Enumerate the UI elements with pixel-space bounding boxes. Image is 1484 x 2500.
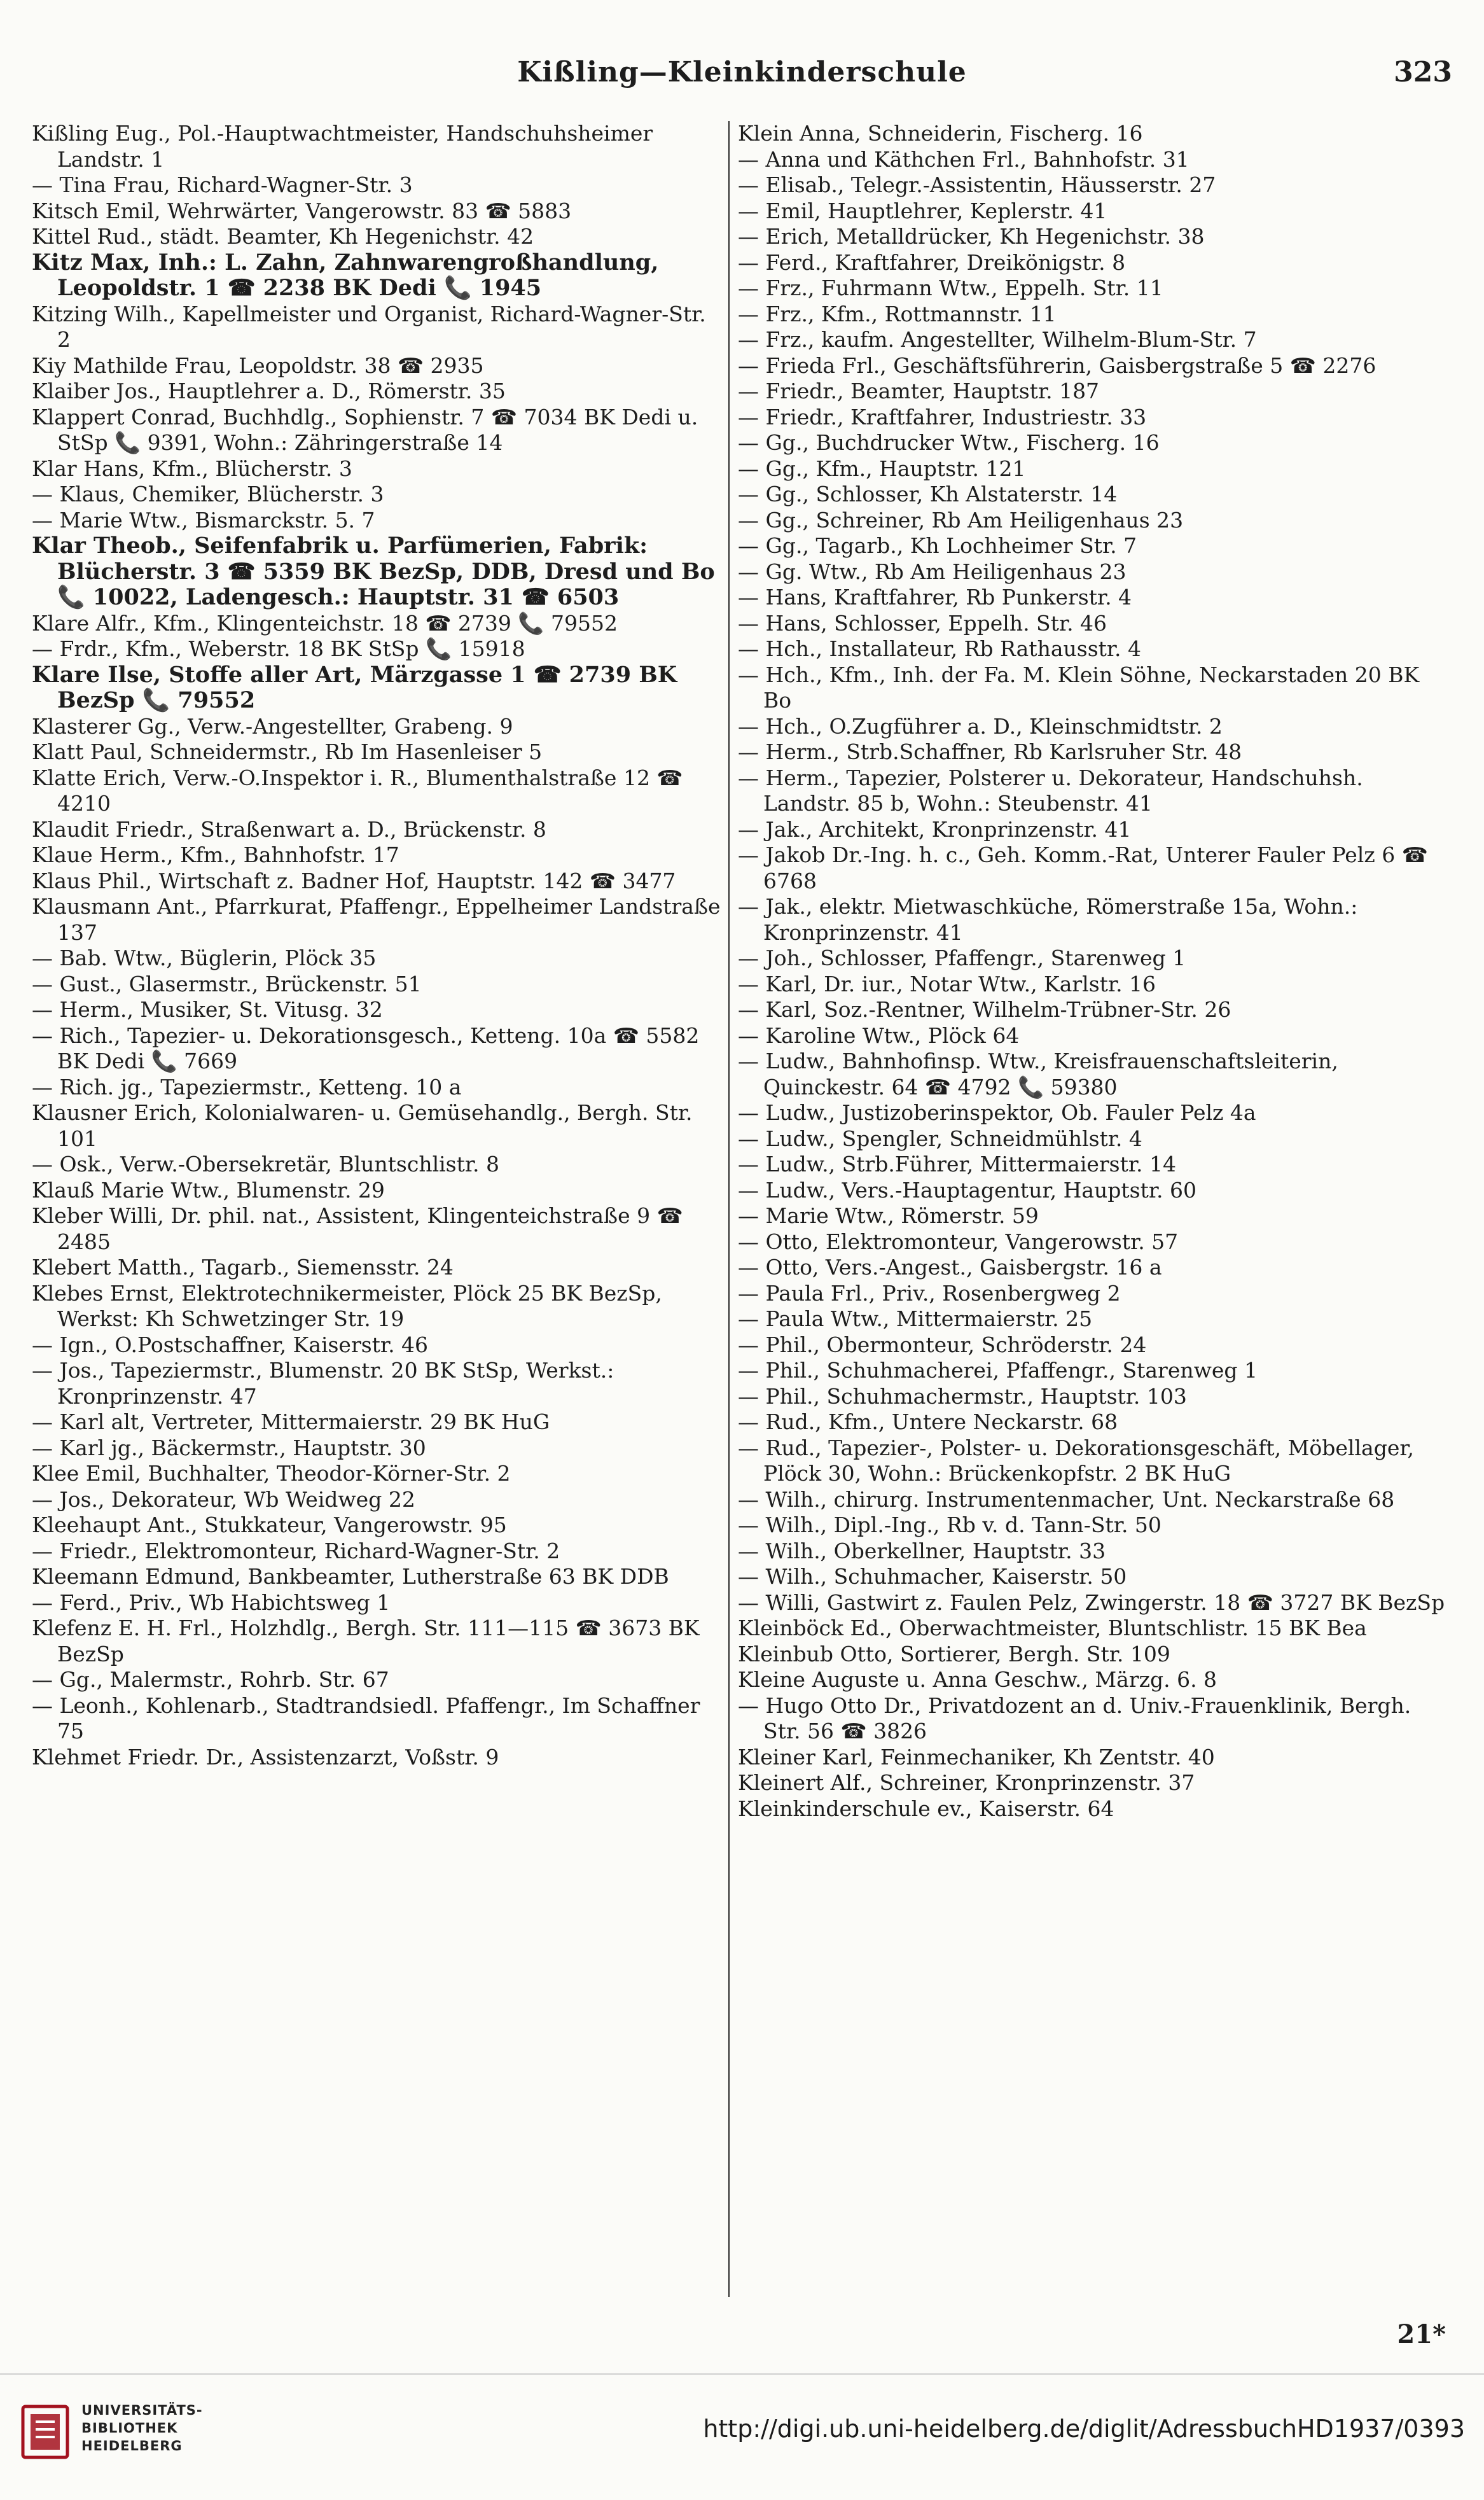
directory-entry: — Anna und Käthchen Frl., Bahnhofstr. 31 bbox=[738, 146, 1189, 172]
directory-entry: — Karl, Dr. iur., Notar Wtw., Karlstr. 16 bbox=[738, 971, 1156, 996]
directory-entry: — Frieda Frl., Geschäftsführerin, Gaisbergstraße 5 ☎ 2276 bbox=[738, 353, 1377, 378]
logo-line: BIBLIOTHEK bbox=[81, 2420, 178, 2436]
directory-entry: — Karoline Wtw., Plöck 64 bbox=[738, 1023, 1020, 1048]
directory-entry: — Ludw., Vers.-Hauptagentur, Hauptstr. 60 bbox=[738, 1177, 1196, 1203]
directory-entry: Kittel Rud., städt. Beamter, Kh Hegenichstr. 42 bbox=[32, 224, 534, 249]
directory-entry: — Herm., Strb.Schaffner, Rb Karlsruher Str. 48 bbox=[738, 739, 1242, 764]
directory-entry: — Ludw., Justizoberinspektor, Ob. Fauler Pelz 4a bbox=[738, 1100, 1256, 1125]
library-seal-icon bbox=[18, 2403, 73, 2461]
directory-entry: — Jos., Tapeziermstr., Blumenstr. 20 BK StSp, Werkst.: Kronprinzenstr. 47 bbox=[32, 1358, 614, 1409]
directory-entry: Kitsch Emil, Wehrwärter, Vangerowstr. 83 ☎ 5883 bbox=[32, 198, 572, 223]
directory-entry: — Hch., Kfm., Inh. der Fa. M. Klein Söhne, Neckarstaden 20 BK Bo bbox=[738, 662, 1420, 713]
directory-entry: — Friedr., Elektromonteur, Richard-Wagner-Str. 2 bbox=[32, 1538, 560, 1563]
directory-entry: — Leonh., Kohlenarb., Stadtrandsiedl. Pfaffengr., Im Schaffner 75 bbox=[32, 1693, 700, 1743]
directory-entry: Klausner Erich, Kolonialwaren- u. Gemüsehandlg., Bergh. Str. 101 bbox=[32, 1100, 693, 1151]
directory-entry: — Jakob Dr.-Ing. h. c., Geh. Komm.-Rat, Unterer Fauler Pelz 6 ☎ 6768 bbox=[738, 842, 1428, 893]
directory-entry: — Hch., O.Zugführer a. D., Kleinschmidtstr. 2 bbox=[738, 713, 1223, 739]
page-header bbox=[32, 56, 1452, 101]
directory-entry: — Ferd., Kraftfahrer, Dreikönigstr. 8 bbox=[738, 249, 1126, 275]
directory-entry: — Wilh., Oberkellner, Hauptstr. 33 bbox=[738, 1538, 1106, 1563]
directory-entry: — Gg., Malermstr., Rohrb. Str. 67 bbox=[32, 1667, 389, 1692]
directory-entry: Kitz Max, Inh.: L. Zahn, Zahnwarengroßhandlung, Leopoldstr. 1 ☎ 2238 BK Dedi 📞 1945 bbox=[32, 249, 659, 301]
logo-line: UNIVERSITÄTS- bbox=[81, 2403, 203, 2418]
directory-entry: — Ludw., Strb.Führer, Mittermaierstr. 14 bbox=[738, 1152, 1176, 1177]
directory-entry: Kitzing Wilh., Kapellmeister und Organist, Richard-Wagner-Str. 2 bbox=[32, 301, 706, 352]
directory-entry: — Wilh., Schuhmacher, Kaiserstr. 50 bbox=[738, 1564, 1127, 1589]
directory-entry: — Herm., Musiker, St. Vitusg. 32 bbox=[32, 997, 383, 1022]
directory-entry: Klatt Paul, Schneidermstr., Rb Im Hasenleiser 5 bbox=[32, 739, 543, 764]
directory-entry: — Jak., Architekt, Kronprinzenstr. 41 bbox=[738, 816, 1132, 842]
directory-entry: — Rich. jg., Tapeziermstr., Ketteng. 10 a bbox=[32, 1074, 462, 1100]
directory-entry: Klein Anna, Schneiderin, Fischerg. 16 bbox=[738, 121, 1143, 146]
directory-entry: Klaue Herm., Kfm., Bahnhofstr. 17 bbox=[32, 842, 399, 867]
directory-entry: — Jak., elektr. Mietwaschküche, Römerstraße 15a, Wohn.: Kronprinzenstr. 41 bbox=[738, 894, 1358, 945]
directory-entry: — Joh., Schlosser, Pfaffengr., Starenweg 1 bbox=[738, 946, 1186, 970]
directory-entry: — Herm., Tapezier, Polsterer u. Dekorateur, Handschuhsh. Landstr. 85 b, Wohn.: Steubenstr. 41 bbox=[738, 765, 1363, 816]
directory-entry: — Karl alt, Vertreter, Mittermaierstr. 29 BK HuG bbox=[32, 1409, 550, 1434]
directory-entry: Kleinböck Ed., Oberwachtmeister, Bluntschlistr. 15 BK Bea bbox=[738, 1616, 1367, 1640]
directory-entry: — Friedr., Kraftfahrer, Industriestr. 33 bbox=[738, 404, 1147, 429]
directory-entry: — Marie Wtw., Bismarckstr. 5. 7 bbox=[32, 507, 375, 533]
directory-entry: Klatte Erich, Verw.-O.Inspektor i. R., Blumenthalstraße 12 ☎ 4210 bbox=[32, 765, 683, 816]
directory-entry: — Gg., Kfm., Hauptstr. 121 bbox=[738, 456, 1026, 481]
directory-entry: — Wilh., chirurg. Instrumentenmacher, Unt. Neckarstraße 68 bbox=[738, 1486, 1395, 1512]
directory-entry: — Gg., Tagarb., Kh Lochheimer Str. 7 bbox=[738, 533, 1137, 558]
directory-entry: Klebert Matth., Tagarb., Siemensstr. 24 bbox=[32, 1255, 454, 1280]
directory-entry: Klaus Phil., Wirtschaft z. Badner Hof, Hauptstr. 142 ☎ 3477 bbox=[32, 868, 676, 893]
directory-entry: Klebes Ernst, Elektrotechnikermeister, Plöck 25 BK BezSp, Werkst: Kh Schwetzinger Str. 19 bbox=[32, 1280, 662, 1331]
directory-entry: Klauß Marie Wtw., Blumenstr. 29 bbox=[32, 1177, 385, 1203]
directory-entry: — Hans, Kraftfahrer, Rb Punkerstr. 4 bbox=[738, 585, 1132, 610]
page-number: 323 bbox=[1394, 56, 1452, 88]
directory-entry: — Osk., Verw.-Obersekretär, Bluntschlistr. 8 bbox=[32, 1152, 500, 1177]
directory-entry: Kleinert Alf., Schreiner, Kronprinzenstr. 37 bbox=[738, 1770, 1195, 1795]
directory-entry: — Frz., kaufm. Angestellter, Wilhelm-Blum-Str. 7 bbox=[738, 327, 1257, 352]
logo-line: HEIDELBERG bbox=[81, 2438, 183, 2454]
directory-entry: — Otto, Elektromonteur, Vangerowstr. 57 bbox=[738, 1229, 1179, 1254]
directory-entry: — Gg., Schlosser, Kh Alstaterstr. 14 bbox=[738, 482, 1118, 506]
library-logo[interactable] bbox=[18, 2400, 209, 2470]
directory-entry: — Frz., Fuhrmann Wtw., Eppelh. Str. 11 bbox=[738, 276, 1163, 300]
directory-entry: — Hans, Schlosser, Eppelh. Str. 46 bbox=[738, 610, 1107, 636]
directory-entry: — Phil., Schuhmachermstr., Hauptstr. 103 bbox=[738, 1383, 1187, 1409]
directory-entry: Klar Hans, Kfm., Blücherstr. 3 bbox=[32, 456, 352, 481]
library-logo-text bbox=[81, 2401, 203, 2455]
running-head: Kißling—Kleinkinderschule bbox=[517, 56, 967, 88]
directory-entry: Kleiner Karl, Feinmechaniker, Kh Zentstr. 40 bbox=[738, 1744, 1215, 1770]
directory-entry: — Rich., Tapezier- u. Dekorationsgesch., Ketteng. 10a ☎ 5582 BK Dedi 📞 7669 bbox=[32, 1023, 700, 1073]
directory-entry: Klefenz E. H. Frl., Holzhdlg., Bergh. Str. 111—115 ☎ 3673 BK BezSp bbox=[32, 1616, 700, 1666]
directory-entry: — Ludw., Spengler, Schneidmühlstr. 4 bbox=[738, 1126, 1142, 1151]
directory-entry: — Gg., Buchdrucker Wtw., Fischerg. 16 bbox=[738, 430, 1160, 455]
directory-entry: — Tina Frau, Richard-Wagner-Str. 3 bbox=[32, 172, 413, 197]
directory-entry: — Emil, Hauptlehrer, Keplerstr. 41 bbox=[738, 198, 1107, 223]
directory-entry: — Elisab., Telegr.-Assistentin, Häusserstr. 27 bbox=[738, 172, 1216, 197]
directory-entry: — Rud., Tapezier-, Polster- u. Dekorationsgeschäft, Möbellager, Plöck 30, Wohn.: Brückenkopfstr. 2 BK HuG bbox=[738, 1435, 1415, 1486]
directory-entry: Klaiber Jos., Hauptlehrer a. D., Römerstr. 35 bbox=[32, 379, 506, 403]
directory-entry: — Karl jg., Bäckermstr., Hauptstr. 30 bbox=[32, 1435, 426, 1460]
directory-entry: — Otto, Vers.-Angest., Gaisbergstr. 16 a bbox=[738, 1255, 1162, 1280]
directory-entry: Klasterer Gg., Verw.-Angestellter, Grabeng. 9 bbox=[32, 713, 513, 739]
directory-entry: Klar Theob., Seifenfabrik u. Parfümerien, Fabrik: Blücherstr. 3 ☎ 5359 BK BezSp, DDB, Dresd und Bo 📞 10022, Ladengesch.: Hauptstr. 31 ☎ 6503 bbox=[32, 533, 715, 610]
directory-entry: — Rud., Kfm., Untere Neckarstr. 68 bbox=[738, 1409, 1118, 1434]
left-column bbox=[32, 121, 722, 2297]
directory-entry: — Frz., Kfm., Rottmannstr. 11 bbox=[738, 301, 1057, 326]
directory-entry: — Jos., Dekorateur, Wb Weidweg 22 bbox=[32, 1486, 415, 1512]
directory-entry: — Erich, Metalldrücker, Kh Hegenichstr. 38 bbox=[738, 224, 1205, 249]
directory-entry: Kiy Mathilde Frau, Leopoldstr. 38 ☎ 2935 bbox=[32, 353, 484, 378]
directory-entry: Klaudit Friedr., Straßenwart a. D., Brückenstr. 8 bbox=[32, 816, 546, 842]
directory-entry: — Phil., Schuhmacherei, Pfaffengr., Starenweg 1 bbox=[738, 1358, 1258, 1383]
directory-entry: — Bab. Wtw., Büglerin, Plöck 35 bbox=[32, 946, 377, 970]
directory-entry: Kleber Willi, Dr. phil. nat., Assistent, Klingenteichstraße 9 ☎ 2485 bbox=[32, 1203, 683, 1254]
directory-entry: Klare Ilse, Stoffe aller Art, Märzgasse 1 ☎ 2739 BK BezSp 📞 79552 bbox=[32, 661, 677, 713]
directory-entry: Klee Emil, Buchhalter, Theodor-Körner-Str. 2 bbox=[32, 1461, 511, 1486]
directory-entry: Klausmann Ant., Pfarrkurat, Pfaffengr., Eppelheimer Landstraße 137 bbox=[32, 894, 721, 945]
directory-entry: — Ludw., Bahnhofinsp. Wtw., Kreisfrauenschaftsleiterin, Quinckestr. 64 ☎ 4792 📞 59380 bbox=[738, 1049, 1338, 1100]
right-entry-list bbox=[738, 121, 1453, 1822]
left-entry-list bbox=[32, 121, 722, 1770]
source-url-link[interactable]: http://digi.ub.uni-heidelberg.de/diglit/AdressbuchHD1937/0393 bbox=[703, 2415, 1465, 2443]
directory-entry: Kleinkinderschule ev., Kaiserstr. 64 bbox=[738, 1796, 1114, 1821]
right-column bbox=[738, 121, 1453, 2297]
directory-entry: — Phil., Obermonteur, Schröderstr. 24 bbox=[738, 1332, 1147, 1357]
directory-entry: Klare Alfr., Kfm., Klingenteichstr. 18 ☎ 2739 📞 79552 bbox=[32, 610, 618, 636]
directory-entry: — Frdr., Kfm., Weberstr. 18 BK StSp 📞 15918 bbox=[32, 636, 525, 661]
directory-entry: — Paula Frl., Priv., Rosenbergweg 2 bbox=[738, 1280, 1121, 1306]
directory-entry: Kleehaupt Ant., Stukkateur, Vangerowstr. 95 bbox=[32, 1512, 507, 1537]
directory-entry: Kißling Eug., Pol.-Hauptwachtmeister, Handschuhsheimer Landstr. 1 bbox=[32, 121, 653, 172]
signature-mark: 21* bbox=[1397, 2319, 1446, 2349]
directory-entry: — Hugo Otto Dr., Privatdozent an d. Univ.-Frauenklinik, Bergh. Str. 56 ☎ 3826 bbox=[738, 1693, 1411, 1743]
directory-entry: — Gust., Glasermstr., Brückenstr. 51 bbox=[32, 971, 422, 996]
directory-entry: Kleinbub Otto, Sortierer, Bergh. Str. 109 bbox=[738, 1641, 1170, 1666]
directory-entry: — Karl, Soz.-Rentner, Wilhelm-Trübner-Str. 26 bbox=[738, 997, 1231, 1022]
footer-rule bbox=[0, 2373, 1484, 2375]
directory-entry: — Wilh., Dipl.-Ing., Rb v. d. Tann-Str. 50 bbox=[738, 1512, 1162, 1537]
directory-entry: — Paula Wtw., Mittermaierstr. 25 bbox=[738, 1306, 1093, 1331]
directory-entry: — Ferd., Priv., Wb Habichtsweg 1 bbox=[32, 1589, 391, 1615]
directory-entry: Klehmet Friedr. Dr., Assistenzarzt, Voßstr. 9 bbox=[32, 1744, 499, 1770]
directory-entry: — Gg., Schreiner, Rb Am Heiligenhaus 23 bbox=[738, 507, 1184, 533]
column-divider bbox=[728, 121, 730, 2297]
directory-entry: — Marie Wtw., Römerstr. 59 bbox=[738, 1203, 1039, 1228]
directory-entry: — Willi, Gastwirt z. Faulen Pelz, Zwingerstr. 18 ☎ 3727 BK BezSp bbox=[738, 1589, 1445, 1615]
directory-entry: — Hch., Installateur, Rb Rathausstr. 4 bbox=[738, 636, 1142, 661]
directory-entry: Kleemann Edmund, Bankbeamter, Lutherstraße 63 BK DDB bbox=[32, 1564, 669, 1589]
directory-entry: Klappert Conrad, Buchhdlg., Sophienstr. 7 ☎ 7034 BK Dedi u. StSp 📞 9391, Wohn.: Zähringerstraße 14 bbox=[32, 404, 698, 455]
directory-entry: Kleine Auguste u. Anna Geschw., Märzg. 6. 8 bbox=[738, 1667, 1217, 1692]
directory-entry: — Klaus, Chemiker, Blücherstr. 3 bbox=[32, 482, 384, 506]
directory-entry: — Friedr., Beamter, Hauptstr. 187 bbox=[738, 379, 1100, 403]
directory-entry: — Ign., O.Postschaffner, Kaiserstr. 46 bbox=[32, 1332, 429, 1357]
directory-entry: — Gg. Wtw., Rb Am Heiligenhaus 23 bbox=[738, 559, 1127, 584]
